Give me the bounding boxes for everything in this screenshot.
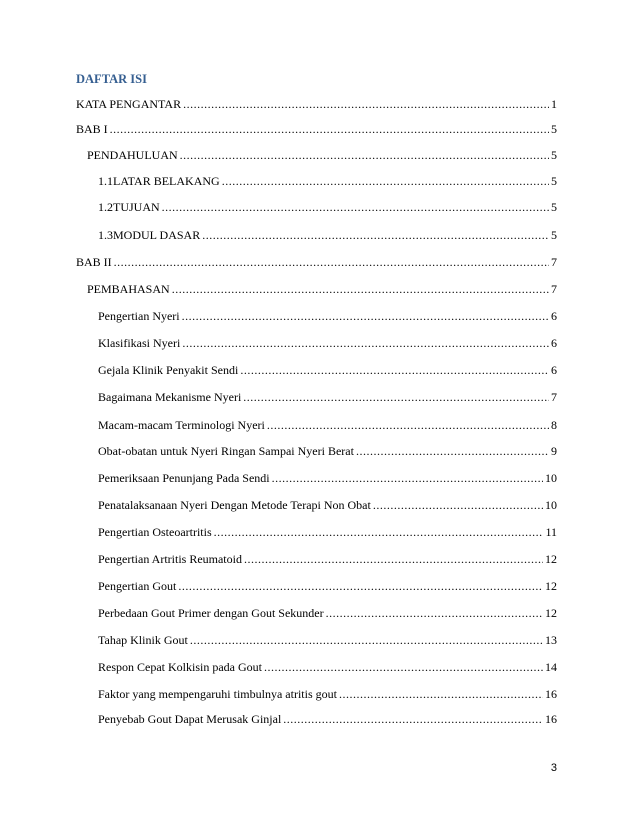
- leader-dots: [244, 552, 543, 567]
- toc-entry-page: 5: [551, 122, 557, 136]
- toc-entry-label: Penatalaksanaan Nyeri Dengan Metode Terapi Non Obat: [98, 498, 371, 512]
- toc-entry-pengertian-gout[interactable]: [98, 579, 557, 595]
- toc-entry-label: Bagaimana Mekanisme Nyeri: [98, 390, 242, 404]
- toc-entry-respon-kolkisin[interactable]: [98, 660, 557, 676]
- leader-dots: [183, 97, 549, 112]
- toc-entry-kata-pengantar[interactable]: [76, 97, 557, 113]
- toc-entry-label: Pengertian Nyeri: [98, 309, 180, 323]
- toc-entry-artritis-reumatoid[interactable]: [98, 552, 557, 568]
- toc-entry-pendahuluan[interactable]: [87, 148, 557, 164]
- toc-entry-page: 1: [551, 97, 557, 111]
- toc-entry-label: Tahap Klinik Gout: [98, 633, 188, 647]
- leader-dots: [202, 228, 549, 243]
- toc-entry-tahap-klinik-gout[interactable]: [98, 633, 557, 649]
- page-number: 3: [550, 762, 557, 774]
- toc-entry-page: 11: [545, 525, 557, 539]
- toc-entry-page: 10: [545, 471, 557, 485]
- leader-dots: [326, 606, 543, 621]
- toc-entry-page: 13: [545, 633, 557, 647]
- toc-entry-page: 16: [545, 687, 557, 701]
- toc-entry-label: KATA PENGANTAR: [76, 97, 182, 111]
- toc-entry-modul-dasar[interactable]: [98, 228, 557, 244]
- leader-dots: [272, 471, 543, 486]
- toc-entry-label: MODUL DASAR: [113, 228, 201, 242]
- toc-entry-mekanisme-nyeri[interactable]: [98, 390, 557, 406]
- toc-entry-label: Gejala Klinik Penyakit Sendi: [98, 363, 239, 377]
- toc-entry-label: Klasifikasi Nyeri: [98, 336, 181, 350]
- toc-entry-page: 12: [545, 552, 557, 566]
- toc-entry-page: 6: [551, 363, 557, 377]
- toc-title: DAFTAR ISI: [76, 72, 147, 86]
- toc-entry-number: 1.1: [98, 174, 113, 188]
- leader-dots: [240, 363, 549, 378]
- toc-entry-label: TUJUAN: [113, 200, 160, 214]
- toc-entry-label: Respon Cepat Kolkisin pada Gout: [98, 660, 262, 674]
- toc-entry-page: 5: [551, 148, 557, 162]
- toc-entry-page: 5: [551, 200, 557, 214]
- toc-entry-number: 1.2: [98, 200, 113, 214]
- toc-entry-page: 5: [551, 228, 557, 242]
- toc-entry-number: 1.3: [98, 228, 113, 242]
- toc-entry-page: 7: [551, 282, 557, 296]
- toc-entry-page: 10: [545, 498, 557, 512]
- toc-entry-page: 7: [551, 390, 557, 404]
- toc-entry-bab-ii[interactable]: [76, 255, 557, 271]
- toc-entry-klasifikasi-nyeri[interactable]: [98, 336, 557, 352]
- toc-entry-label: Pengertian Gout: [98, 579, 177, 593]
- toc-entry-osteoartritis[interactable]: [98, 525, 557, 541]
- toc-entry-obat-obatan[interactable]: [98, 444, 557, 460]
- toc-entry-pengertian-nyeri[interactable]: [98, 309, 557, 325]
- toc-entry-faktor-atritis-gout[interactable]: [98, 687, 557, 703]
- toc-entry-bab-i[interactable]: [76, 122, 557, 138]
- toc-entry-penyebab-gout-ginjal[interactable]: [98, 712, 557, 728]
- toc-entry-label: Pengertian Osteoartritis: [98, 525, 212, 539]
- toc-entry-page: 9: [551, 444, 557, 458]
- leader-dots: [243, 390, 549, 405]
- toc-entry-page: 8: [551, 418, 557, 432]
- toc-entry-label: Obat-obatan untuk Nyeri Ringan Sampai Nyeri Berat: [98, 444, 354, 458]
- toc-entry-label: Macam-macam Terminologi Nyeri: [98, 418, 265, 432]
- toc-entry-page: 5: [551, 174, 557, 188]
- leader-dots: [190, 633, 543, 648]
- toc-entry-label: Faktor yang mempengaruhi timbulnya atritis gout: [98, 687, 337, 701]
- leader-dots: [339, 687, 543, 702]
- leader-dots: [180, 148, 549, 163]
- toc-entry-page: 14: [545, 660, 557, 674]
- toc-entry-label: LATAR BELAKANG: [113, 174, 220, 188]
- toc-entry-gejala-klinik[interactable]: [98, 363, 557, 379]
- toc-entry-label: BAB I: [76, 122, 108, 136]
- leader-dots: [283, 712, 543, 727]
- leader-dots: [162, 200, 549, 215]
- toc-entry-label: Pemeriksaan Penunjang Pada Sendi: [98, 471, 270, 485]
- leader-dots: [264, 660, 543, 675]
- toc-entry-tujuan[interactable]: [98, 200, 557, 216]
- toc-entry-latar-belakang[interactable]: [98, 174, 557, 190]
- leader-dots: [214, 525, 544, 540]
- leader-dots: [267, 418, 549, 433]
- toc-entry-page: 6: [551, 309, 557, 323]
- leader-dots: [356, 444, 549, 459]
- toc-entry-page: 12: [545, 579, 557, 593]
- toc-entry-terminologi-nyeri[interactable]: [98, 418, 557, 434]
- toc-entry-pemeriksaan-penunjang[interactable]: [98, 471, 557, 487]
- leader-dots: [114, 255, 549, 270]
- toc-entry-label: PENDAHULUAN: [87, 148, 178, 162]
- toc-entry-page: 6: [551, 336, 557, 350]
- leader-dots: [182, 309, 549, 324]
- toc-entry-label: BAB II: [76, 255, 112, 269]
- toc-entry-label: Pengertian Artritis Reumatoid: [98, 552, 242, 566]
- leader-dots: [373, 498, 543, 513]
- toc-entry-label: Perbedaan Gout Primer dengan Gout Sekunder: [98, 606, 324, 620]
- toc-entry-penatalaksanaan-nyeri[interactable]: [98, 498, 557, 514]
- leader-dots: [182, 336, 549, 351]
- toc-entry-pembahasan[interactable]: [87, 282, 557, 298]
- toc-entry-label: Penyebab Gout Dapat Merusak Ginjal: [98, 712, 282, 726]
- leader-dots: [222, 174, 549, 189]
- toc-entry-page: 7: [551, 255, 557, 269]
- leader-dots: [172, 282, 549, 297]
- toc-entry-page: 12: [545, 606, 557, 620]
- toc-entry-page: 16: [545, 712, 557, 726]
- toc-entry-perbedaan-gout[interactable]: [98, 606, 557, 622]
- toc-entry-label: PEMBAHASAN: [87, 282, 170, 296]
- leader-dots: [110, 122, 549, 137]
- leader-dots: [178, 579, 543, 594]
